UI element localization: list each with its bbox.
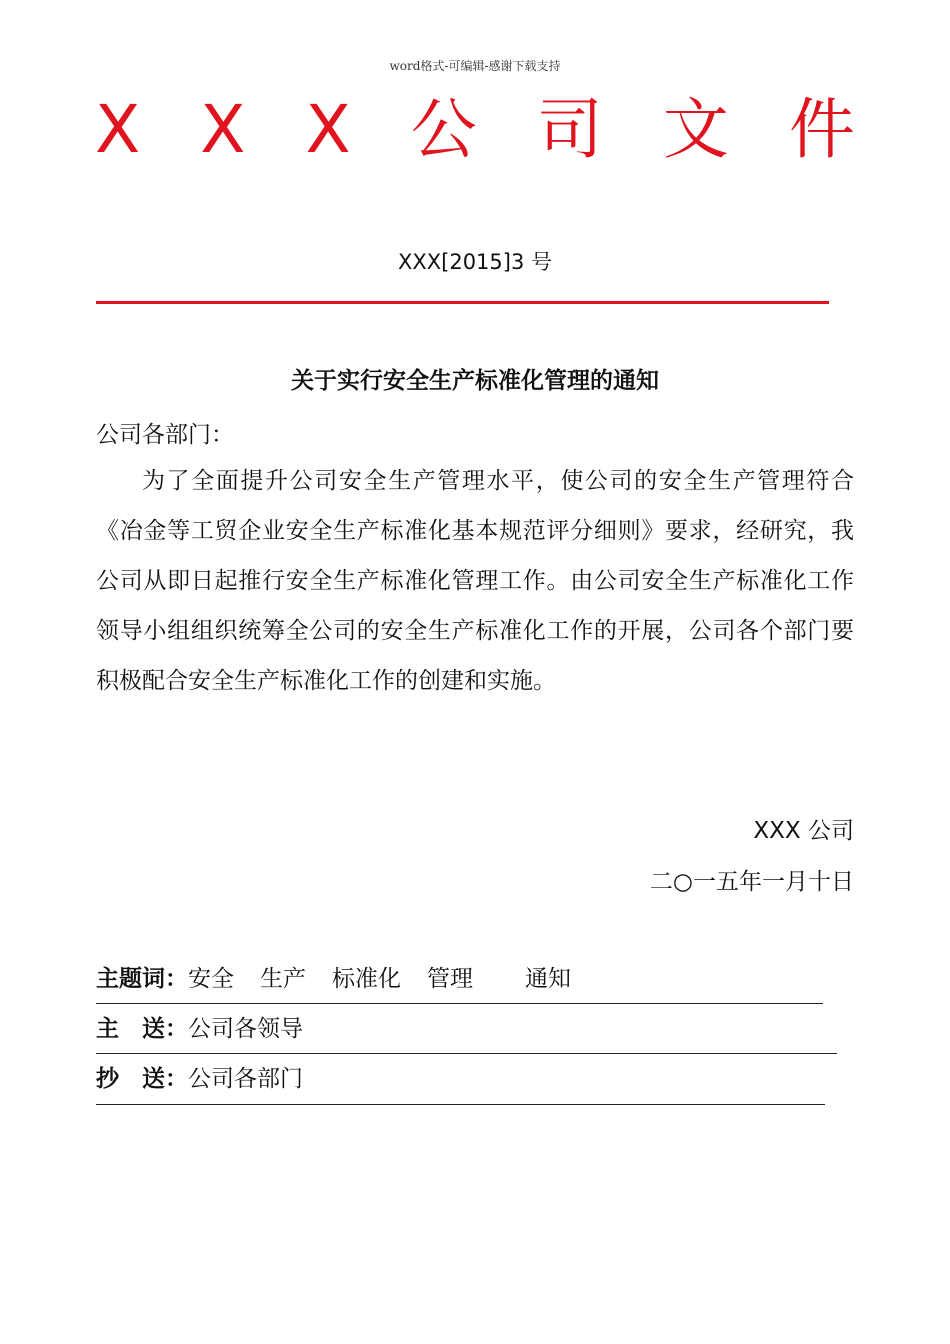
copy-recipient-value: 公司各部门 (188, 1066, 303, 1092)
title-char: 司 (536, 91, 603, 168)
page-header-note: word格式-可编辑-感谢下载支持 (389, 59, 561, 73)
red-separator-line (96, 301, 829, 304)
title-char: X (200, 91, 246, 168)
keyword: 通知 (525, 966, 571, 992)
keyword: 安全 (188, 966, 234, 992)
title-char: 公 (410, 91, 477, 168)
document-number: XXX[2015]3 号 (397, 250, 553, 274)
copy-recipient-underline (96, 1104, 825, 1105)
main-recipient-value: 公司各领导 (188, 1016, 303, 1042)
keyword: 管理 (427, 966, 473, 992)
title-char: 件 (788, 91, 855, 168)
signature-organization: XXX 公司 (753, 818, 854, 844)
main-recipient-underline (96, 1053, 837, 1054)
copy-recipient-label: 抄 送： (96, 1066, 188, 1092)
main-recipient-row (96, 1014, 303, 1044)
title-char: 文 (662, 91, 729, 168)
title-char: X (95, 91, 141, 168)
keywords-label: 主题词： (96, 966, 188, 992)
signature-date: 二○一五年一月十日 (649, 869, 854, 895)
salutation: 公司各部门： (96, 422, 234, 448)
title-char: X (305, 91, 351, 168)
main-recipient-label: 主 送： (96, 1016, 188, 1042)
keyword: 标准化 (332, 966, 401, 992)
copy-recipient-row (96, 1064, 303, 1094)
keywords-underline (96, 1003, 823, 1004)
document-title-banner (95, 90, 855, 170)
keyword: 生产 (260, 966, 306, 992)
notice-subject: 关于实行安全生产标准化管理的通知 (291, 368, 659, 394)
body-paragraph: 为了全面提升公司安全生产管理水平，使公司的安全生产管理符合《冶金等工贸企业安全生产标准化基本规范评分细则》要求，经研究，我公司从即日起推行安全生产标准化管理工作。由公司安全生产标准化工作领导小组组织统筹全公司的安全生产标准化工作的开展，公司各个部门要积极配合安全生产标准化工作的创建和实施。 (96, 468, 854, 694)
keywords-row (96, 964, 597, 994)
